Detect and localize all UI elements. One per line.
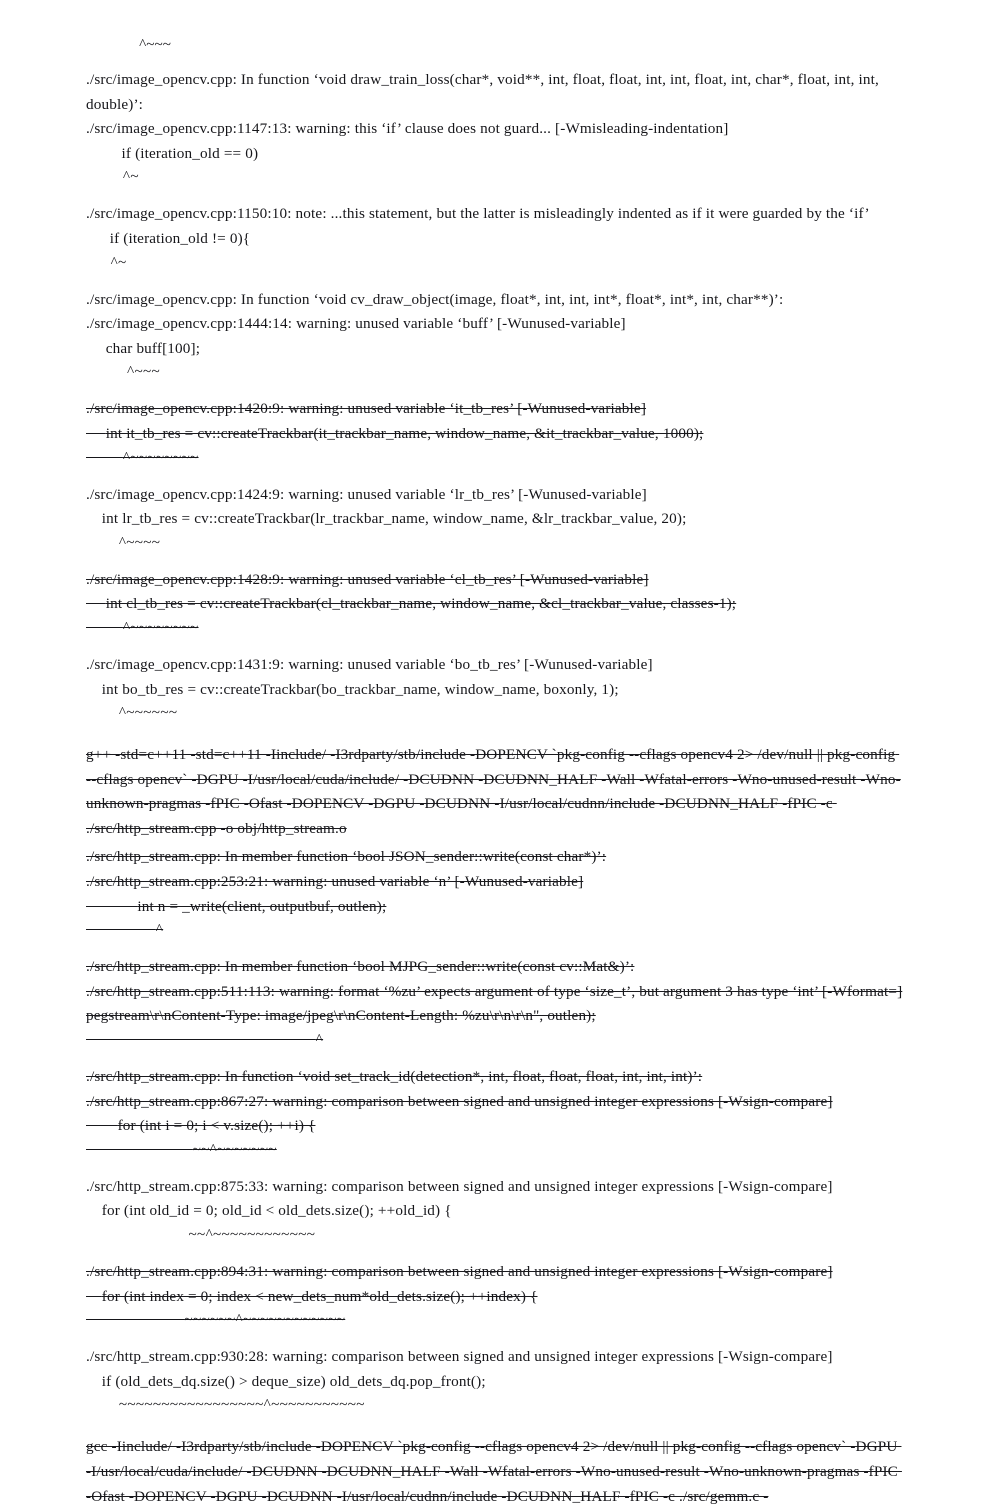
output-block (86, 483, 904, 554)
block-spacer (86, 278, 904, 288)
caret-marker-line: ~~~~~~~~~~~~~~~~~^~~~~~~~~~~~ (86, 1396, 365, 1414)
block-spacer (86, 558, 904, 568)
diagnostic-line: gcc -Iinclude/ -I3rdparty/stb/include -DOPENCV `pkg-config --cflags opencv4 2> /dev/null || pkg-config --cflags opencv` -DGPU -I/usr/local/cuda/include/ -DCUDNN -DCUDNN_HALF -Wall -Wfatal-errors -Wno-unused-result -Wno-unknown-pragmas -fPIC -Ofast -DOPENCV -DGPU -DCUDNN -I/usr/local/cudnn/include -DCUDNN_HALF -fPIC -c ./src/gemm.c - (86, 1438, 902, 1505)
diagnostic-line: ./src/image_opencv.cpp:1424:9: warning: unused variable ‘lr_tb_res’ [-Wunused-variable] (86, 485, 647, 503)
block-spacer (86, 643, 904, 653)
output-block (86, 288, 904, 384)
output-block (86, 845, 904, 941)
output-block (86, 568, 904, 639)
output-block (86, 397, 904, 468)
block-spacer (86, 728, 904, 743)
block-spacer (86, 473, 904, 483)
diagnostic-line: ./src/http_stream.cpp:894:31: warning: comparison between signed and unsigned integer expressions [-Wsign-compare] (86, 1263, 833, 1280)
block-spacer (86, 192, 904, 202)
caret-marker-line: ^~~~~ (86, 533, 161, 551)
diagnostic-line: for (int index = 0; index < new_dets_num*old_dets.size(); ++index) { (86, 1287, 538, 1305)
output-block (86, 1435, 904, 1509)
diagnostic-line: for (int old_id = 0; old_id < old_dets.size(); ++old_id) { (86, 1202, 452, 1220)
diagnostic-line: ./src/http_stream.cpp: In member function ‘bool MJPG_sender::write(const cv::Mat&)’: (86, 958, 635, 976)
diagnostic-line: int n = _write(client, outputbuf, outlen); (86, 897, 387, 915)
compiler-output-transcript (86, 34, 904, 1509)
diagnostic-line: ./src/image_opencv.cpp:1428:9: warning: unused variable ‘cl_tb_res’ [-Wunused-variable] (86, 570, 649, 588)
block-spacer (86, 1165, 904, 1175)
output-block (86, 1175, 904, 1246)
block-spacer (86, 945, 904, 955)
output-block (86, 955, 904, 1051)
block-spacer (86, 1335, 904, 1345)
diagnostic-line: if (old_dets_dq.size() > deque_size) old_dets_dq.pop_front(); (86, 1372, 486, 1390)
caret-marker-line: ^~~~~~~~~ (86, 448, 199, 466)
diagnostic-line: char buff[100]; (86, 339, 201, 357)
diagnostic-line: ./src/http_stream.cpp: In function ‘void set_track_id(detection*, int, float, float, float, int, int, int)’: (86, 1068, 703, 1086)
diagnostic-line: if (iteration_old == 0) (86, 144, 259, 162)
diagnostic-line: int it_tb_res = cv::createTrackbar(it_trackbar_name, window_name, &it_trackbar_value, 1000); (86, 424, 704, 442)
diagnostic-line: ./src/http_stream.cpp:511:113: warning: format ‘%zu’ expects argument of type ‘size_t’, but argument 3 has type ‘int’ [-Wformat=] (86, 982, 903, 1000)
output-block-list (86, 68, 904, 1509)
diagnostic-line: ./src/http_stream.cpp: In member function ‘bool JSON_sender::write(const char*)’: (86, 848, 607, 866)
diagnostic-line: int cl_tb_res = cv::createTrackbar(cl_trackbar_name, window_name, &cl_trackbar_value, classes-1); (86, 595, 737, 613)
diagnostic-line: for (int i = 0; i < v.size(); ++i) { (86, 1117, 316, 1135)
caret-marker-line: ^~ (86, 168, 139, 186)
caret-marker-line: ^~~~~~~ (86, 704, 178, 722)
output-block (86, 1065, 904, 1161)
block-spacer (86, 1055, 904, 1065)
diagnostic-line: ./src/image_opencv.cpp: In function ‘void cv_draw_object(image, float*, int, int, int*, float*, int*, int, char**)’: (86, 290, 784, 308)
diagnostic-line: int bo_tb_res = cv::createTrackbar(bo_trackbar_name, window_name, boxonly, 1); (86, 680, 619, 698)
caret-marker-line: ^ (86, 921, 164, 939)
block-spacer (86, 1250, 904, 1260)
diagnostic-line: int lr_tb_res = cv::createTrackbar(lr_trackbar_name, window_name, &lr_trackbar_value, 20); (86, 510, 687, 528)
block-spacer (86, 387, 904, 397)
caret-marker-line: ^~~~~~~~~ (86, 618, 199, 636)
block-spacer (86, 1420, 904, 1435)
output-block (86, 202, 904, 273)
diagnostic-line: g++ -std=c++11 -std=c++11 -Iinclude/ -I3rdparty/stb/include -DOPENCV `pkg-config --cflags opencv4 2> /dev/null || pkg-config --cflags opencv` -DGPU -I/usr/local/cuda/include/ -DCUDNN -DCUDNN_HALF -Wall -Wfatal-errors -Wno-unused-result -Wno-unknown-pragmas -fPIC -Ofast -DOPENCV -DGPU -DCUDNN -I/usr/local/cudnn/include -DCUDNN_HALF -fPIC -c ./src/http_stream.cpp -o obj/http_stream.o (86, 746, 901, 837)
output-block (86, 743, 904, 841)
output-block (86, 68, 904, 188)
diagnostic-line: ./src/http_stream.cpp:930:28: warning: comparison between signed and unsigned integer expressions [-Wsign-compare] (86, 1348, 833, 1366)
diagnostic-line: ./src/image_opencv.cpp: In function ‘void draw_train_loss(char*, void**, int, float, float, int, int, float, int, char*, float, int, int, double)’: (86, 71, 883, 113)
caret-marker-line: ^ (86, 1031, 324, 1049)
caret-marker-line: ~~~~~~^~~~~~~~~~~~~ (86, 1311, 346, 1329)
diagnostic-line: ./src/http_stream.cpp:875:33: warning: comparison between signed and unsigned integer expressions [-Wsign-compare] (86, 1177, 833, 1195)
output-block (86, 653, 904, 724)
caret-marker-line: ~~^~~~~~~~ (86, 1140, 277, 1158)
diagnostic-line: ./src/image_opencv.cpp:1444:14: warning: unused variable ‘buff’ [-Wunused-variable] (86, 315, 626, 333)
caret-marker-line: ~~^~~~~~~~~~~~~ (86, 1226, 316, 1243)
diagnostic-line: if (iteration_old != 0){ (86, 229, 251, 247)
diagnostic-line: ./src/image_opencv.cpp:1420:9: warning: unused variable ‘it_tb_res’ [-Wunused-variable] (86, 400, 647, 418)
diagnostic-line: ./src/http_stream.cpp:867:27: warning: comparison between signed and unsigned integer expressions [-Wsign-compare] (86, 1092, 833, 1110)
output-block (86, 1260, 904, 1331)
diagnostic-line: ./src/image_opencv.cpp:1147:13: warning: this ‘if’ clause does not guard... [-Wmisleading-indentation] (86, 120, 729, 138)
output-block (86, 1345, 904, 1416)
diagnostic-line: ./src/image_opencv.cpp:1431:9: warning: unused variable ‘bo_tb_res’ [-Wunused-variable] (86, 655, 653, 673)
caret-marker-line: ^~~~ (86, 363, 161, 381)
diagnostic-line: pegstream\r\nContent-Type: image/jpeg\r\nContent-Length: %zu\r\n\r\n", outlen); (86, 1007, 596, 1025)
diagnostic-line: ./src/image_opencv.cpp:1150:10: note: ...this statement, but the latter is misleadingly indented as if it were guarded by the ‘if’ (86, 205, 870, 223)
caret-marker-line: ^~ (86, 253, 127, 271)
diagnostic-line: ./src/http_stream.cpp:253:21: warning: unused variable ‘n’ [-Wunused-variable] (86, 873, 584, 891)
caret-marker-top: ^~~~ (86, 36, 171, 53)
